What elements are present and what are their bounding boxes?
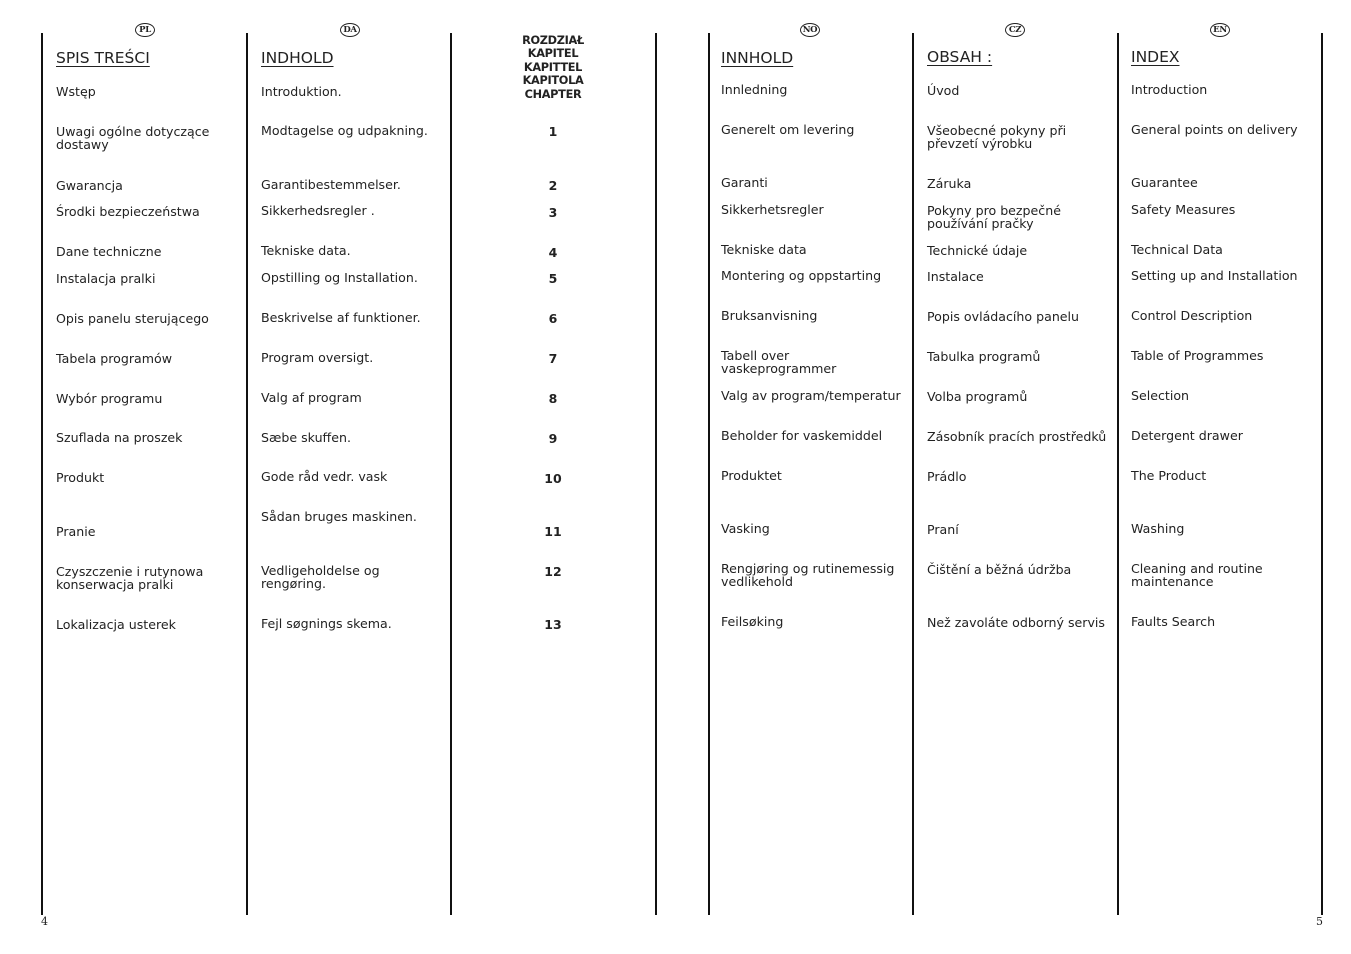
chapter-number: 8 <box>548 391 558 406</box>
chapter-number: 9 <box>548 431 558 446</box>
chapter-number: 6 <box>548 311 558 326</box>
language-badge-en: EN <box>1210 23 1230 37</box>
toc-item: Modtagelse og udpakning. <box>261 123 428 138</box>
toc-item: Popis ovládacího panelu <box>927 309 1080 324</box>
column-rule <box>912 33 914 915</box>
chapter-number: 10 <box>544 471 562 486</box>
toc-item: Než zavoláte odborný servis <box>927 615 1105 630</box>
toc-item: Feilsøking <box>721 614 784 629</box>
toc-item: Detergent drawer <box>1131 428 1243 443</box>
column-rule <box>1117 33 1119 915</box>
toc-item: Bruksanvisning <box>721 308 818 323</box>
chapter-heading <box>500 34 606 101</box>
chapter-number: 7 <box>548 351 558 366</box>
toc-item: Čištění a běžná údržba <box>927 562 1072 577</box>
chapter-number: 11 <box>544 524 562 539</box>
toc-item: General points on delivery <box>1131 122 1298 137</box>
column-title-cz: OBSAH : <box>927 48 993 66</box>
toc-item: Uwagi ogólne dotyczące dostawy <box>56 124 210 152</box>
toc-item: Instalace <box>927 269 984 284</box>
toc-item: Praní <box>927 522 959 537</box>
toc-item: Wstęp <box>56 84 96 99</box>
toc-item: Program oversigt. <box>261 350 374 365</box>
column-rule <box>246 33 248 915</box>
toc-item: Faults Search <box>1131 614 1216 629</box>
toc-item: Valg af program <box>261 390 362 405</box>
toc-item: Beholder for vaskemiddel <box>721 428 883 443</box>
toc-item: The Product <box>1131 468 1207 483</box>
chapter-heading-line: CHAPTER <box>524 87 582 101</box>
toc-item: Safety Measures <box>1131 202 1236 217</box>
toc-item: Opis panelu sterującego <box>56 311 209 326</box>
chapter-number: 2 <box>548 178 558 193</box>
toc-item: Gwarancja <box>56 178 123 193</box>
toc-item: Rengjøring og rutinemessig vedlikehold <box>721 561 895 589</box>
toc-item: Tabell over vaskeprogrammer <box>721 348 837 376</box>
toc-item: Sæbe skuffen. <box>261 430 351 445</box>
toc-item: Vasking <box>721 521 770 536</box>
column-rule <box>41 33 43 915</box>
toc-item: Volba programů <box>927 389 1028 404</box>
toc-item: Wybór programu <box>56 391 163 406</box>
toc-item: Produkt <box>56 470 105 485</box>
language-badge-da: DA <box>340 23 360 37</box>
toc-item: Sikkerhetsregler <box>721 202 824 217</box>
page-number-right: 5 <box>1316 915 1323 928</box>
toc-item: Innledning <box>721 82 788 97</box>
page-number-left: 4 <box>41 915 48 928</box>
toc-item: Introduction <box>1131 82 1208 97</box>
toc-item: Środki bezpieczeństwa <box>56 204 200 219</box>
chapter-heading-line: KAPITEL <box>527 47 579 61</box>
toc-item: Garantibestemmelser. <box>261 177 401 192</box>
toc-item: Czyszczenie i rutynowa konserwacja pralki <box>56 564 204 592</box>
chapter-number: 12 <box>544 564 562 579</box>
toc-item: Generelt om levering <box>721 122 855 137</box>
language-badge-cz: CZ <box>1005 23 1025 37</box>
toc-item: Technical Data <box>1131 242 1223 257</box>
toc-item: Montering og oppstarting <box>721 268 882 283</box>
chapter-heading-line: KAPITOLA <box>522 74 584 88</box>
toc-item: Vedligeholdelse og rengøring. <box>261 563 380 591</box>
chapter-number: 13 <box>544 617 562 632</box>
toc-item: Zásobník pracích prostředků <box>927 429 1107 444</box>
toc-item: Sikkerhedsregler . <box>261 203 375 218</box>
toc-item: Tekniske data <box>721 242 807 257</box>
toc-item: Pokyny pro bezpečné používání pračky <box>927 203 1061 231</box>
chapter-number: 1 <box>548 124 558 139</box>
toc-item: Všeobecné pokyny při převzetí výrobku <box>927 123 1067 151</box>
column-title-no: INNHOLD <box>721 49 794 67</box>
toc-item: Control Description <box>1131 308 1253 323</box>
toc-item: Garanti <box>721 175 768 190</box>
toc-item: Tabulka programů <box>927 349 1041 364</box>
chapter-heading-line: ROZDZIAŁ <box>522 34 584 47</box>
toc-item: Technické údaje <box>927 243 1028 258</box>
column-rule <box>450 33 452 915</box>
chapter-number: 3 <box>548 205 558 220</box>
toc-item: Dane techniczne <box>56 244 162 259</box>
toc-item: Pranie <box>56 524 96 539</box>
toc-item: Záruka <box>927 176 972 191</box>
toc-item: Table of Programmes <box>1131 348 1264 363</box>
column-rule <box>708 33 710 915</box>
toc-item: Lokalizacja usterek <box>56 617 176 632</box>
toc-item: Gode råd vedr. vask <box>261 469 388 484</box>
toc-item: Setting up and Installation <box>1131 268 1298 283</box>
toc-item: Produktet <box>721 468 782 483</box>
column-rule <box>1321 33 1323 915</box>
toc-item: Beskrivelse af funktioner. <box>261 310 421 325</box>
column-title-en: INDEX <box>1131 48 1180 66</box>
language-badge-no: NO <box>800 23 820 37</box>
toc-item: Washing <box>1131 521 1185 536</box>
toc-item: Instalacja pralki <box>56 271 156 286</box>
toc-item: Fejl søgnings skema. <box>261 616 392 631</box>
toc-item: Szuflada na proszek <box>56 430 183 445</box>
toc-item: Cleaning and routine maintenance <box>1131 561 1263 589</box>
toc-item: Introduktion. <box>261 84 342 99</box>
chapter-number: 5 <box>548 271 558 286</box>
column-rule <box>655 33 657 915</box>
toc-item: Úvod <box>927 83 960 98</box>
toc-item: Valg av program/temperatur <box>721 388 901 403</box>
column-title-da: INDHOLD <box>261 49 334 67</box>
toc-item: Tekniske data. <box>261 243 351 258</box>
toc-item: Prádlo <box>927 469 967 484</box>
chapter-number: 4 <box>548 245 558 260</box>
language-badge-pl: PL <box>135 23 155 37</box>
column-title-pl: SPIS TREŚCI <box>56 49 150 67</box>
toc-item: Sådan bruges maskinen. <box>261 509 417 524</box>
toc-item: Selection <box>1131 388 1190 403</box>
chapter-heading-line: KAPITTEL <box>523 60 583 74</box>
toc-item: Tabela programów <box>56 351 173 366</box>
toc-item: Opstilling og Installation. <box>261 270 418 285</box>
toc-item: Guarantee <box>1131 175 1198 190</box>
